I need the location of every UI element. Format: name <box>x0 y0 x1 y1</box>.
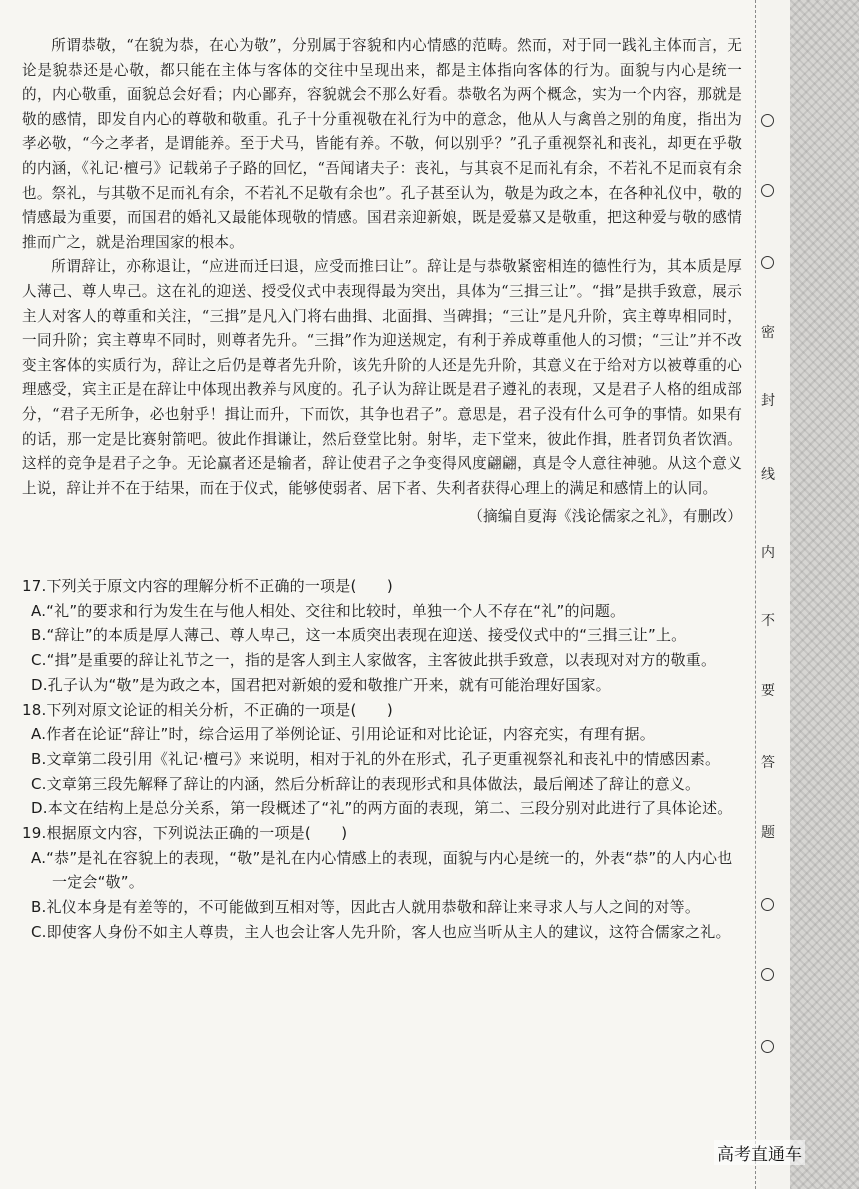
binding-hole-icon <box>761 184 774 197</box>
option-c: C.“揖”是重要的辞让礼节之一，指的是客人到主人家做客，主客彼此拱手致意，以表现对对方的敬重。 <box>31 651 717 670</box>
option-a: A.作者在论证“辞让”时，综合运用了举例论证、引用论证和对比论证，内容充实，有理有据。 <box>31 725 655 744</box>
question-19 <box>22 821 744 945</box>
binding-char: 题 <box>761 825 775 841</box>
question-stem: 18.下列对原文论证的相关分析，不正确的一项是( ) <box>22 700 393 719</box>
passage-paragraph-2: 所谓恭敬，“在貌为恭，在心为敬”，分别属于容貌和内心情感的范畴。然而，对于同一践礼主体而言，无论是貌恭还是心敬，都只能在主体与客体的交往中呈现出来，都是主体指向客体的行为。面貌与内心是统一的，内心敬重，面貌总会好看；内心鄙弃，容貌就会不那么好看。恭敬名为两个概念，实为一个内容，那就是敬的感情，即发自内心的尊敬和敬重。孔子十分重视敬在礼行为中的意念，他从人与禽兽之别的角度，指出为孝必敬，“今之孝者，是谓能养。至于犬马，皆能有养。不敬，何以别乎？”孔子重视祭礼和丧礼，却更在乎敬的内涵，《礼记·檀弓》记载弟子子路的回忆，“吾闻诸夫子：丧礼，与其哀不足而礼有余，不若礼不足而哀有余也。祭礼，与其敬不足而礼有余，不若礼不足敬有余也”。孔子甚至认为，敬是为政之本，在各种礼仪中，敬的情感最为重要，而国君的婚礼又最能体现敬的情感。国君亲迎新娘，既是爱慕又是敬重，把这种爱与敬的感情推而广之，就是治理国家的根本。 <box>22 37 742 251</box>
passage-paragraph-3: 所谓辞让，亦称退让，“应进而迁曰退，应受而推曰让”。辞让是与恭敬紧密相连的德性行为，其本质是厚人薄己、尊人卑己。这在礼的迎送、授受仪式中表现得最为突出，具体为“三揖三让”。“揖”是拱手致意，展示主人对客人的尊重和关注，“三揖”是凡入门将右曲揖、北面揖、当碑揖；“三让”是凡升阶，宾主尊卑相同时，一同升阶；宾主尊卑不同时，则尊者先升。“三揖”作为迎送规定，有利于养成尊重他人的习惯；“三让”并不改变主客体的实质行为，辞让之后仍是尊者先升阶，该先升阶的人还是先升阶，其意义在于给对方以被尊重的心理感受，宾主正是在辞让中体现出教养与风度的。孔子认为辞让既是君子遵礼的表现，又是君子人格的组成部分，“君子无所争，必也射乎！揖让而升，下而饮，其争也君子”。意思是，君子没有什么可争的事情。如果有的话，那一定是比赛射箭吧。彼此作揖谦让，然后登堂比射。射毕，走下堂来，彼此作揖，胜者罚负者饮酒。这样的竞争是君子之争。无论赢者还是输者，辞让使君子之争变得风度翩翩，真是令人意往神驰。从这个意义上说，辞让并不在于结果，而在于仪式，能够使弱者、居下者、失利者获得心理上的满足和感情上的认同。 <box>22 258 742 497</box>
binding-char: 要 <box>761 683 775 699</box>
option-d: D.孔子认为“敬”是为政之本，国君把对新娘的爱和敬推广开来，就有可能治理好国家。 <box>31 675 611 694</box>
option-c: C.即使客人身份不如主人尊贵，主人也会让客人先升阶，客人也应当听从主人的建议，这符合儒家之礼。 <box>31 922 731 941</box>
option-b: B.文章第二段引用《礼记·檀弓》来说明，相对于礼的外在形式，孔子更重视祭礼和丧礼中的情感因素。 <box>31 749 721 768</box>
question-stem: 17.下列关于原文内容的理解分析不正确的一项是( ) <box>22 577 393 595</box>
watermark: 高考直通车 <box>714 1140 805 1165</box>
question-list <box>22 574 744 945</box>
option-b: B.礼仪本身是有差等的，不可能做到互相对等，因此古人就用恭敬和辞让来寻求人与人之间的对等。 <box>31 898 701 917</box>
passage-source: （摘编自夏海《浅论儒家之礼》，有删改） <box>468 508 742 526</box>
binding-hole-icon <box>761 256 774 269</box>
option-d: D.本文在结构上是总分关系，第一段概述了“礼”的两方面的表现，第二、三段分别对此进行了具体论述。 <box>31 799 733 818</box>
binding-hole-icon <box>761 1040 774 1053</box>
binding-char: 答 <box>761 755 775 771</box>
reading-passage <box>22 34 742 530</box>
binding-hole-icon <box>761 898 774 911</box>
binding-char: 内 <box>761 545 775 561</box>
option-c: C.文章第三段先解释了辞让的内涵，然后分析辞让的表现形式和具体做法，最后阐述了辞让的意义。 <box>31 774 701 793</box>
option-b: B.“辞让”的本质是厚人薄己、尊人卑己，这一本质突出表现在迎送、接受仪式中的“三揖三让”上。 <box>31 626 687 645</box>
option-a: A.“礼”的要求和行为发生在与他人相处、交往和比较时，单独一个人不存在“礼”的问题。 <box>31 601 626 620</box>
paper-edge-texture <box>790 0 859 1189</box>
question-18 <box>22 698 744 822</box>
binding-hole-icon <box>761 114 774 127</box>
binding-char: 封 <box>761 393 775 409</box>
binding-char: 线 <box>761 467 775 483</box>
binding-hole-icon <box>761 968 774 981</box>
question-stem: 19.根据原文内容，下列说法正确的一项是( ) <box>22 824 348 843</box>
option-a: A.“恭”是礼在容貌上的表现，“敬”是礼在内心情感上的表现，面貌与内心是统一的，外表“恭”的人内心也一定会“敬”。 <box>31 848 733 892</box>
binding-char: 不 <box>761 613 775 629</box>
binding-char: 密 <box>761 325 775 341</box>
binding-line <box>755 0 784 1189</box>
question-17 <box>22 574 744 698</box>
